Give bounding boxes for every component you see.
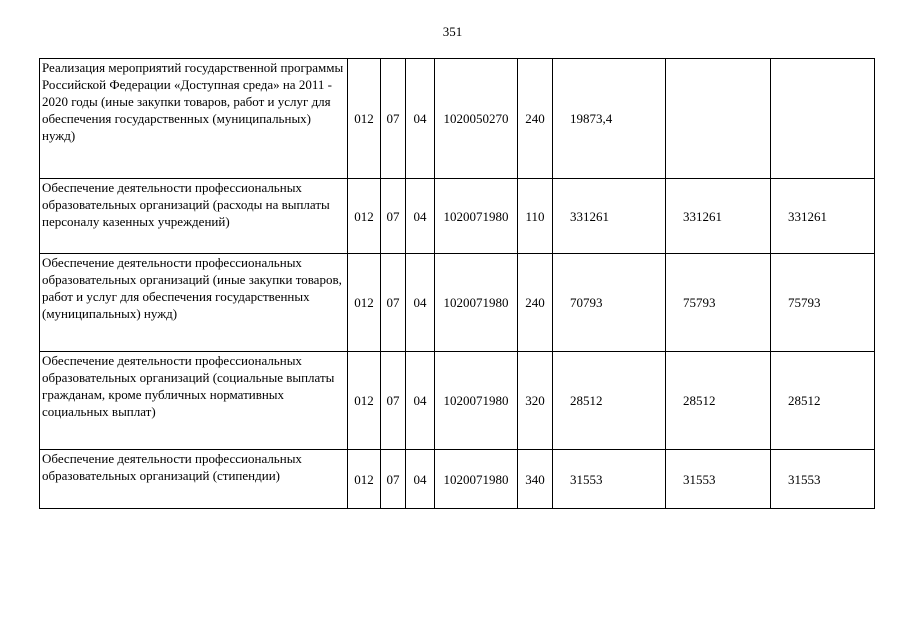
amount-year-1: 19873,4 [553, 59, 666, 179]
expense-description: Реализация мероприятий государственной программы Российской Федерации «Доступная среда» на 2011 - 2020 годы (иные закупки товаров, работ и услуг для обеспечения государственных (муниципальных) нужд) [40, 59, 348, 179]
amount-year-1: 31553 [553, 450, 666, 509]
amount-year-3 [771, 59, 875, 179]
amount-year-3: 331261 [771, 179, 875, 254]
budget-table [39, 58, 875, 509]
section-code: 07 [381, 450, 406, 509]
amount-year-2: 331261 [666, 179, 771, 254]
expense-type-code: 320 [518, 352, 553, 450]
expense-type-code: 340 [518, 450, 553, 509]
expense-type-code: 240 [518, 59, 553, 179]
ministry-code: 012 [348, 179, 381, 254]
subsection-code: 04 [406, 59, 435, 179]
expense-type-code: 110 [518, 179, 553, 254]
ministry-code: 012 [348, 352, 381, 450]
amount-year-2 [666, 59, 771, 179]
subsection-code: 04 [406, 450, 435, 509]
subsection-code: 04 [406, 254, 435, 352]
subsection-code: 04 [406, 179, 435, 254]
amount-year-2: 28512 [666, 352, 771, 450]
amount-year-3: 31553 [771, 450, 875, 509]
table-row [40, 254, 875, 352]
ministry-code: 012 [348, 254, 381, 352]
amount-year-3: 75793 [771, 254, 875, 352]
ministry-code: 012 [348, 450, 381, 509]
amount-year-1: 28512 [553, 352, 666, 450]
amount-year-1: 331261 [553, 179, 666, 254]
expense-description: Обеспечение деятельности профессиональных образовательных организаций (расходы на выплаты персоналу казенных учреждений) [40, 179, 348, 254]
amount-year-2: 31553 [666, 450, 771, 509]
section-code: 07 [381, 352, 406, 450]
table-row [40, 352, 875, 450]
expense-description: Обеспечение деятельности профессиональных образовательных организаций (социальные выплаты гражданам, кроме публичных нормативных социальных выплат) [40, 352, 348, 450]
expense-description: Обеспечение деятельности профессиональных образовательных организаций (иные закупки товаров, работ и услуг для обеспечения государственных (муниципальных) нужд) [40, 254, 348, 352]
section-code: 07 [381, 59, 406, 179]
section-code: 07 [381, 179, 406, 254]
amount-year-2: 75793 [666, 254, 771, 352]
target-article-code: 1020050270 [435, 59, 518, 179]
target-article-code: 1020071980 [435, 450, 518, 509]
target-article-code: 1020071980 [435, 179, 518, 254]
amount-year-1: 70793 [553, 254, 666, 352]
amount-year-3: 28512 [771, 352, 875, 450]
ministry-code: 012 [348, 59, 381, 179]
target-article-code: 1020071980 [435, 254, 518, 352]
page-number: 351 [442, 24, 463, 39]
table-row [40, 450, 875, 509]
subsection-code: 04 [406, 352, 435, 450]
table-row [40, 179, 875, 254]
target-article-code: 1020071980 [435, 352, 518, 450]
table-row [40, 59, 875, 179]
section-code: 07 [381, 254, 406, 352]
expense-type-code: 240 [518, 254, 553, 352]
expense-description: Обеспечение деятельности профессиональных образовательных организаций (стипендии) [40, 450, 348, 509]
